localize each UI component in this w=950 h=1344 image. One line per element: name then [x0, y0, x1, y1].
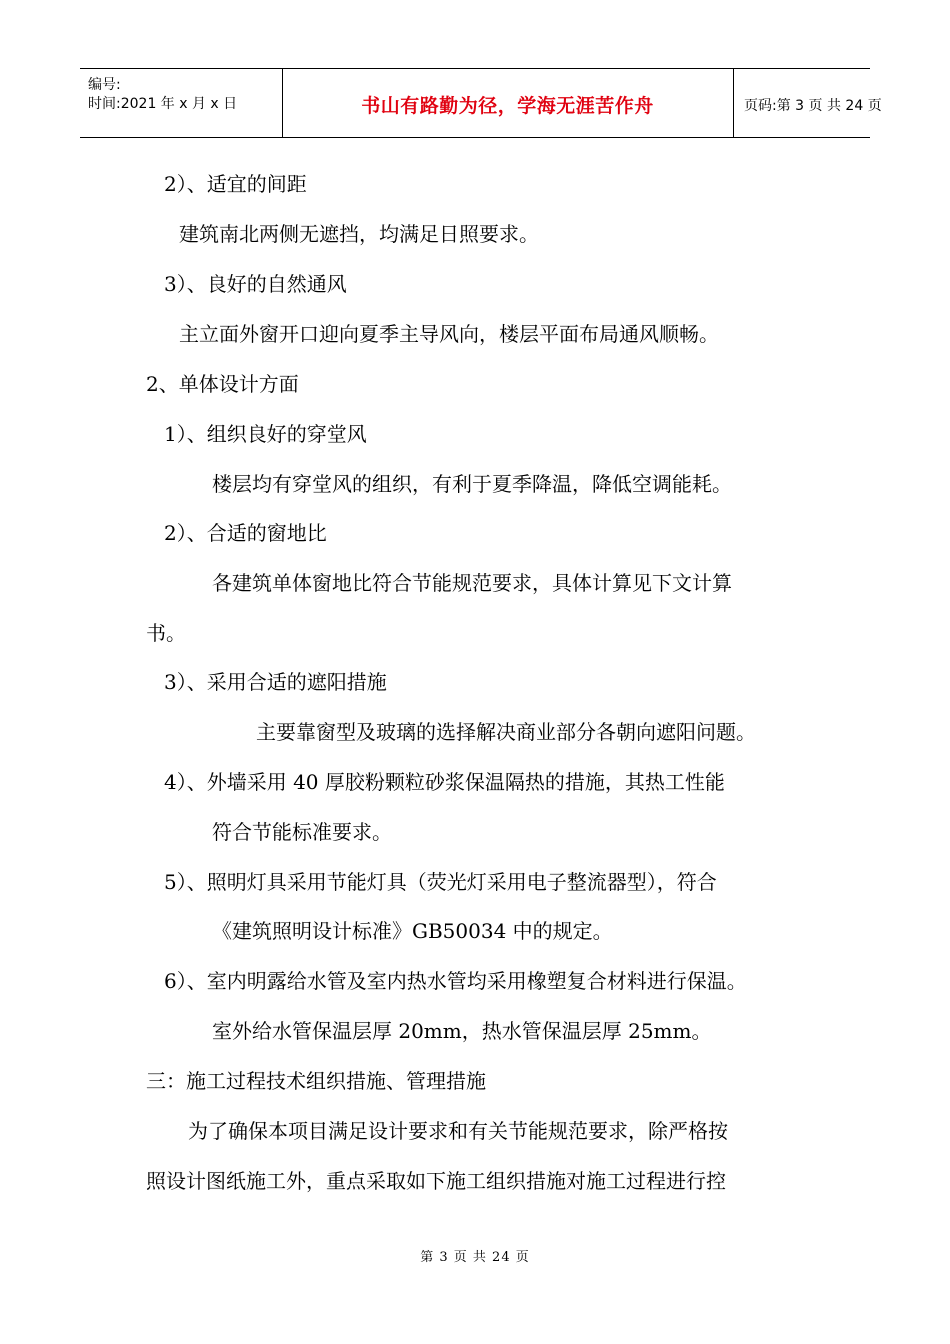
item-heading: 3）、采用合适的遮阳措施 [164, 670, 387, 694]
paragraph-line: 照设计图纸施工外，重点采取如下施工组织措施对施工过程进行控 [146, 1169, 726, 1193]
item-heading: 2）、合适的窗地比 [164, 521, 327, 545]
paragraph-line: 《建筑照明设计标准》GB50034 中的规定。 [212, 919, 613, 943]
paragraph-line: 主立面外窗开口迎向夏季主导风向，楼层平面布局通风顺畅。 [179, 322, 719, 346]
header-page-cell [734, 69, 882, 137]
paragraph-line: 楼层均有穿堂风的组织，有利于夏季降温，降低空调能耗。 [212, 472, 732, 496]
section-heading: 2、单体设计方面 [146, 372, 299, 396]
page-header [80, 68, 882, 138]
paragraph-line: 建筑南北两侧无遮挡，均满足日照要求。 [179, 222, 539, 246]
section-heading: 三：施工过程技术组织措施、管理措施 [146, 1069, 486, 1093]
paragraph-line: 符合节能标准要求。 [212, 820, 392, 844]
document-number-label: 编号: [88, 77, 121, 93]
item-heading: 5）、照明灯具采用节能灯具（荧光灯采用电子整流器型），符合 [164, 870, 717, 894]
item-heading: 6）、室内明露给水管及室内热水管均采用橡塑复合材料进行保温。 [164, 969, 747, 993]
paragraph-line: 室外给水管保温层厚 20mm，热水管保温层厚 25mm。 [212, 1019, 712, 1043]
paragraph-line: 主要靠窗型及玻璃的选择解决商业部分各朝向遮阳问题。 [256, 720, 756, 744]
document-date-label: 时间:2021 年 x 月 x 日 [88, 96, 238, 112]
item-heading: 4）、外墙采用 40 厚胶粉颗粒砂浆保温隔热的措施，其热工性能 [164, 770, 725, 794]
header-page-number: 页码:第 3 页 共 24 页 [744, 98, 882, 114]
header-motto-cell [282, 69, 734, 137]
header-info-cell [80, 69, 283, 137]
page-footer: 第 3 页 共 24 页 [420, 1250, 530, 1265]
item-heading: 1）、组织良好的穿堂风 [164, 422, 367, 446]
paragraph-line: 各建筑单体窗地比符合节能规范要求，具体计算见下文计算 [212, 571, 732, 595]
paragraph-line: 为了确保本项目满足设计要求和有关节能规范要求，除严格按 [188, 1119, 728, 1143]
header-motto: 书山有路勤为径，学海无涯苦作舟 [361, 95, 654, 117]
item-heading: 3）、良好的自然通风 [164, 272, 347, 296]
paragraph-line: 书。 [146, 621, 186, 645]
item-heading: 2）、适宜的间距 [164, 172, 307, 196]
